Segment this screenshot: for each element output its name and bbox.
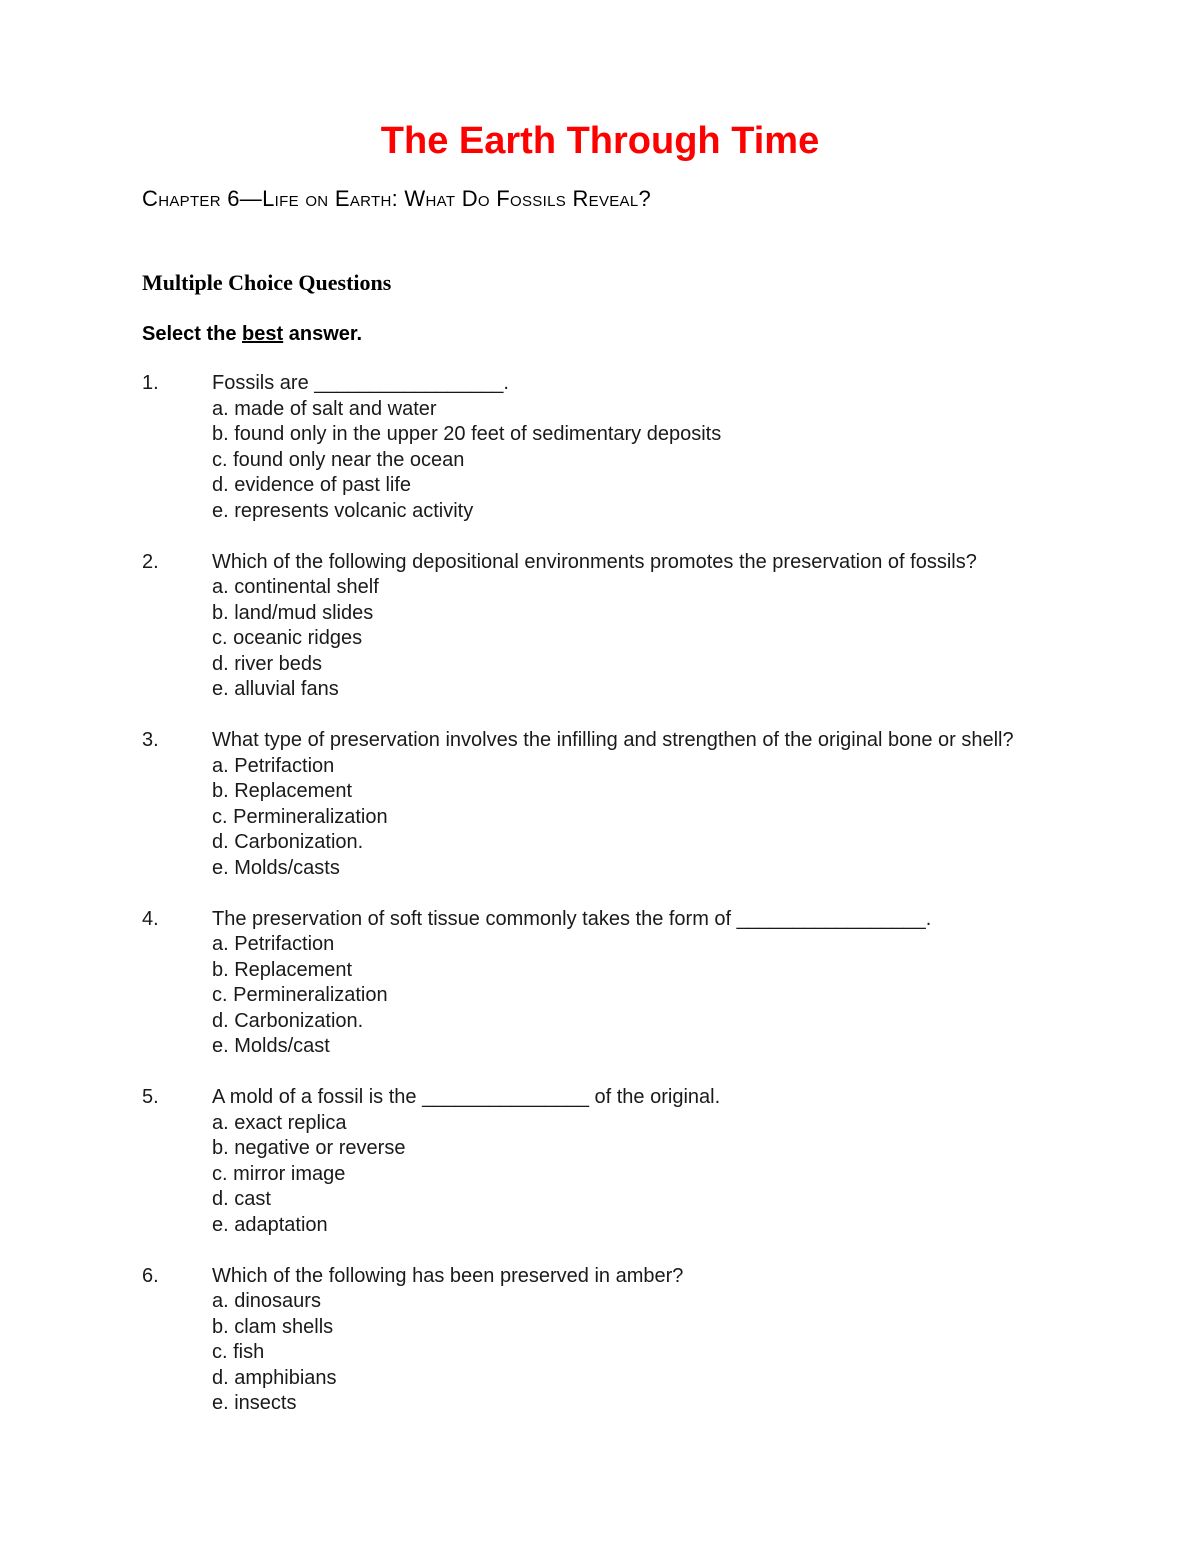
page-title: The Earth Through Time — [380, 120, 820, 162]
question-list — [142, 371, 1062, 1442]
answer-option: a. continental shelf — [212, 576, 379, 598]
instructions-before: Select the — [142, 323, 243, 345]
answer-option: d. Carbonization. — [212, 1009, 364, 1032]
question-number: 1. — [142, 372, 159, 394]
answer-option: d. amphibians — [212, 1366, 337, 1389]
answer-option: b. land/mud slides — [212, 601, 374, 624]
question-stem: Fossils are _________________. — [212, 372, 509, 394]
question-item — [142, 728, 1062, 881]
question-stem: Which of the following has been preserved in amber? — [212, 1264, 684, 1287]
instructions-emphasis: best — [242, 323, 284, 345]
answer-option: a. exact replica — [212, 1111, 347, 1134]
answer-option: b. clam shells — [212, 1315, 334, 1338]
question-stem: Which of the following depositional environments promotes the preservation of fossils? — [212, 550, 977, 573]
instructions-after: answer. — [283, 323, 363, 345]
answer-option: e. Molds/casts — [212, 856, 340, 879]
answer-option: b. negative or reverse — [212, 1137, 406, 1159]
question-stem: What type of preservation involves the infilling and strengthen of the original bone or shell? — [212, 729, 1014, 751]
instructions — [142, 320, 362, 348]
answer-option: e. adaptation — [212, 1213, 328, 1236]
question-item — [142, 1264, 1062, 1417]
answer-option: b. Replacement — [212, 958, 353, 981]
answer-option: d. cast — [212, 1188, 271, 1210]
question-item — [142, 550, 1062, 703]
answer-option: a. dinosaurs — [212, 1290, 321, 1312]
chapter-heading: Chapter 6—Life on Earth: What Do Fossils Reveal? — [142, 186, 652, 211]
answer-option: c. found only near the ocean — [212, 448, 465, 471]
question-number: 3. — [142, 729, 159, 751]
answer-option: c. oceanic ridges — [212, 627, 363, 649]
question-stem: A mold of a fossil is the _______________ of the original. — [212, 1086, 721, 1108]
question-number: 4. — [142, 907, 159, 930]
answer-option: d. Carbonization. — [212, 831, 364, 853]
answer-option: d. river beds — [212, 652, 323, 675]
section-heading: Multiple Choice Questions — [142, 270, 392, 295]
answer-option: e. Molds/cast — [212, 1035, 330, 1057]
answer-option: e. insects — [212, 1392, 297, 1414]
question-item — [142, 1085, 1062, 1238]
answer-option: b. found only in the upper 20 feet of sedimentary deposits — [212, 423, 722, 445]
question-number: 6. — [142, 1264, 159, 1287]
question-number: 2. — [142, 550, 159, 573]
answer-option: a. made of salt and water — [212, 397, 437, 420]
question-number: 5. — [142, 1086, 159, 1108]
answer-option: a. Petrifaction — [212, 933, 335, 955]
answer-option: c. mirror image — [212, 1162, 346, 1185]
answer-option: e. represents volcanic activity — [212, 499, 474, 522]
answer-option: a. Petrifaction — [212, 754, 335, 777]
answer-option: c. Permineralization — [212, 984, 388, 1006]
answer-option: e. alluvial fans — [212, 678, 339, 700]
question-item — [142, 907, 1062, 1060]
answer-option: d. evidence of past life — [212, 474, 412, 496]
answer-option: c. fish — [212, 1341, 265, 1363]
answer-option: b. Replacement — [212, 780, 353, 802]
answer-option: c. Permineralization — [212, 805, 388, 828]
question-stem: The preservation of soft tissue commonly takes the form of _________________. — [212, 907, 932, 930]
question-item — [142, 371, 1062, 524]
